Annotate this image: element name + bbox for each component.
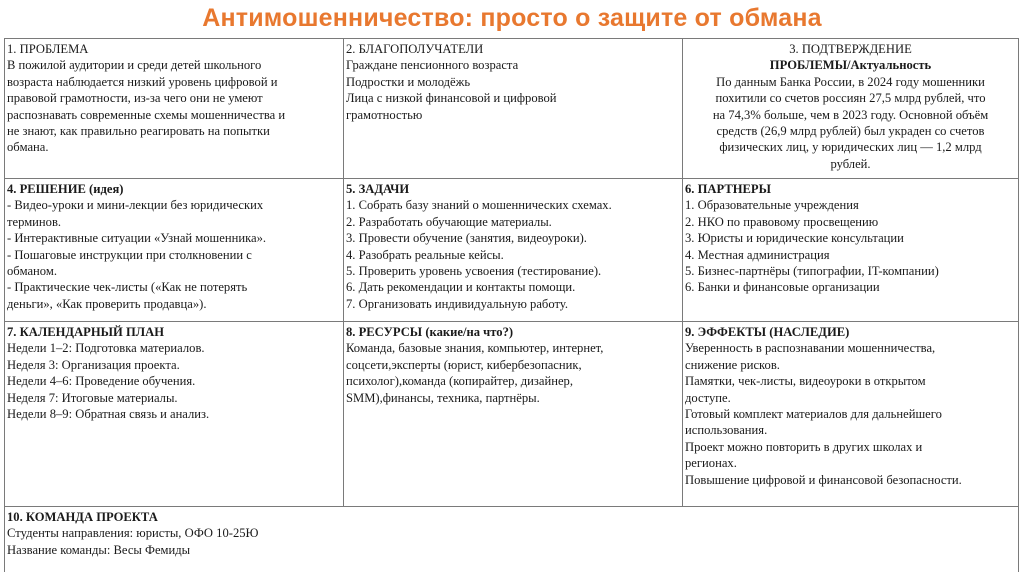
- cell-subheading: ПРОБЛЕМЫ/Актуальность: [769, 58, 932, 73]
- cell-line: Название команды: Весы Фемиды: [7, 542, 191, 557]
- cell-line: физических лиц, у юридических лиц — 1,2 млрд: [719, 140, 982, 155]
- cell-line: 4. Разобрать реальные кейсы.: [346, 247, 504, 262]
- cell-line: Недели 1–2: Подготовка материалов.: [7, 341, 205, 356]
- cell-heading: 9. ЭФФЕКТЫ (НАСЛЕДИЕ): [685, 325, 850, 339]
- cell-line: В пожилой аудитории и среди детей школьного: [7, 58, 262, 73]
- cell-line: 5. Проверить уровень усвоения (тестирование).: [346, 264, 602, 279]
- cell-line: рублей.: [830, 156, 871, 171]
- cell-line: средств (26,9 млрд рублей) был украден со счетов: [716, 124, 985, 139]
- cell-heading: 5. ЗАДАЧИ: [346, 182, 410, 196]
- cell-line: распознавать современные схемы мошенничества и: [7, 107, 286, 122]
- cell-line: 7. Организовать индивидуальную работу.: [346, 296, 568, 311]
- table-row: [5, 39, 1019, 179]
- cell-line: Недели 4–6: Проведение обучения.: [7, 374, 196, 389]
- cell-line: Граждане пенсионного возраста: [346, 58, 519, 73]
- cell-line: психолог),команда (копирайтер, дизайнер,: [346, 374, 573, 389]
- cell-line: 1. Образовательные учреждения: [685, 198, 859, 213]
- page-title: Антимошенничество: просто о защите от обмана: [202, 4, 822, 32]
- cell-heading: 1. ПРОБЛЕМА: [7, 42, 89, 56]
- cell-line: доступе.: [685, 390, 731, 405]
- cell-beneficiaries: [344, 39, 683, 179]
- table-row: [5, 179, 1019, 322]
- cell-line: 2. Разработать обучающие материалы.: [346, 214, 552, 229]
- cell-line: правовой грамотности, из-за чего они не умеют: [7, 91, 263, 106]
- cell-heading: 7. КАЛЕНДАРНЫЙ ПЛАН: [7, 325, 165, 339]
- cell-heading: 3. ПОДТВЕРЖДЕНИЕ: [789, 42, 912, 56]
- cell-line: Лица с низкой финансовой и цифровой: [346, 91, 557, 106]
- cell-line: обмана.: [7, 140, 49, 155]
- cell-line: Неделя 3: Организация проекта.: [7, 357, 180, 372]
- cell-project-team: [5, 507, 1019, 573]
- project-table: [4, 38, 1019, 572]
- cell-problem: [5, 39, 344, 179]
- cell-heading: 4. РЕШЕНИЕ (идея): [7, 182, 124, 196]
- cell-line: на 74,3% больше, чем в 2023 году. Основной объём: [712, 107, 989, 122]
- cell-line: возраста наблюдается низкий уровень цифровой и: [7, 74, 278, 89]
- cell-line: - Пошаговые инструкции при столкновении с: [7, 247, 252, 262]
- cell-line: регионах.: [685, 456, 737, 471]
- cell-line: 2. НКО по правовому просвещению: [685, 214, 879, 229]
- cell-effects: [683, 322, 1019, 507]
- table-row: [5, 507, 1019, 573]
- cell-line: Проект можно повторить в других школах и: [685, 439, 923, 454]
- cell-line: - Видео-уроки и мини-лекции без юридических: [7, 198, 264, 213]
- cell-line: 5. Бизнес-партнёры (типографии, IT-компании): [685, 264, 939, 279]
- cell-line: похитили со счетов россиян 27,5 млрд рублей, что: [715, 91, 986, 106]
- cell-line: Готовый комплект материалов для дальнейшего: [685, 407, 942, 422]
- cell-heading: 6. ПАРТНЕРЫ: [685, 182, 771, 196]
- cell-line: - Интерактивные ситуации «Узнай мошенника».: [7, 231, 267, 246]
- cell-line: 3. Провести обучение (занятия, видеоуроки).: [346, 231, 587, 246]
- cell-line: Памятки, чек-листы, видеоуроки в открытом: [685, 374, 926, 389]
- cell-heading: 10. КОМАНДА ПРОЕКТА: [7, 510, 158, 524]
- cell-line: использования.: [685, 423, 768, 438]
- cell-line: Неделя 7: Итоговые материалы.: [7, 390, 178, 405]
- cell-line: обманом.: [7, 264, 57, 279]
- cell-line: деньги», «Как проверить продавца»).: [7, 296, 207, 311]
- cell-partners: [683, 179, 1019, 322]
- cell-line: Повышение цифровой и финансовой безопасности.: [685, 472, 962, 487]
- cell-line: - Практические чек-листы («Как не потерять: [7, 280, 248, 295]
- cell-heading: 2. БЛАГОПОЛУЧАТЕЛИ: [346, 42, 484, 56]
- cell-line: снижение рисков.: [685, 357, 780, 372]
- cell-calendar-plan: [5, 322, 344, 507]
- cell-line: Уверенность в распознавании мошенничества,: [685, 341, 936, 356]
- cell-line: 3. Юристы и юридические консультации: [685, 231, 904, 246]
- cell-line: 6. Дать рекомендации и контакты помощи.: [346, 280, 576, 295]
- cell-line: Недели 8–9: Обратная связь и анализ.: [7, 407, 210, 422]
- cell-line: грамотностью: [346, 107, 423, 122]
- table-row: [5, 322, 1019, 507]
- cell-line: 4. Местная администрация: [685, 247, 830, 262]
- cell-tasks: [344, 179, 683, 322]
- cell-line: Студенты направления: юристы, ОФО 10-25Ю: [7, 526, 259, 541]
- cell-line: 6. Банки и финансовые организации: [685, 280, 880, 295]
- cell-solution: [5, 179, 344, 322]
- cell-line: Подростки и молодёжь: [346, 74, 471, 89]
- cell-line: соцсети,эксперты (юрист, кибербезопасник,: [346, 357, 582, 372]
- cell-line: терминов.: [7, 214, 62, 229]
- cell-confirmation: [683, 39, 1019, 179]
- cell-line: Команда, базовые знания, компьютер, интернет,: [346, 341, 604, 356]
- cell-line: не знают, как правильно реагировать на попытки: [7, 124, 270, 139]
- cell-line: 1. Собрать базу знаний о мошеннических схемах.: [346, 198, 612, 213]
- cell-line: По данным Банка России, в 2024 году мошенники: [716, 74, 985, 89]
- cell-resources: [344, 322, 683, 507]
- cell-heading: 8. РЕСУРСЫ (какие/на что?): [346, 325, 514, 339]
- cell-line: SMM),финансы, техника, партнёры.: [346, 390, 540, 405]
